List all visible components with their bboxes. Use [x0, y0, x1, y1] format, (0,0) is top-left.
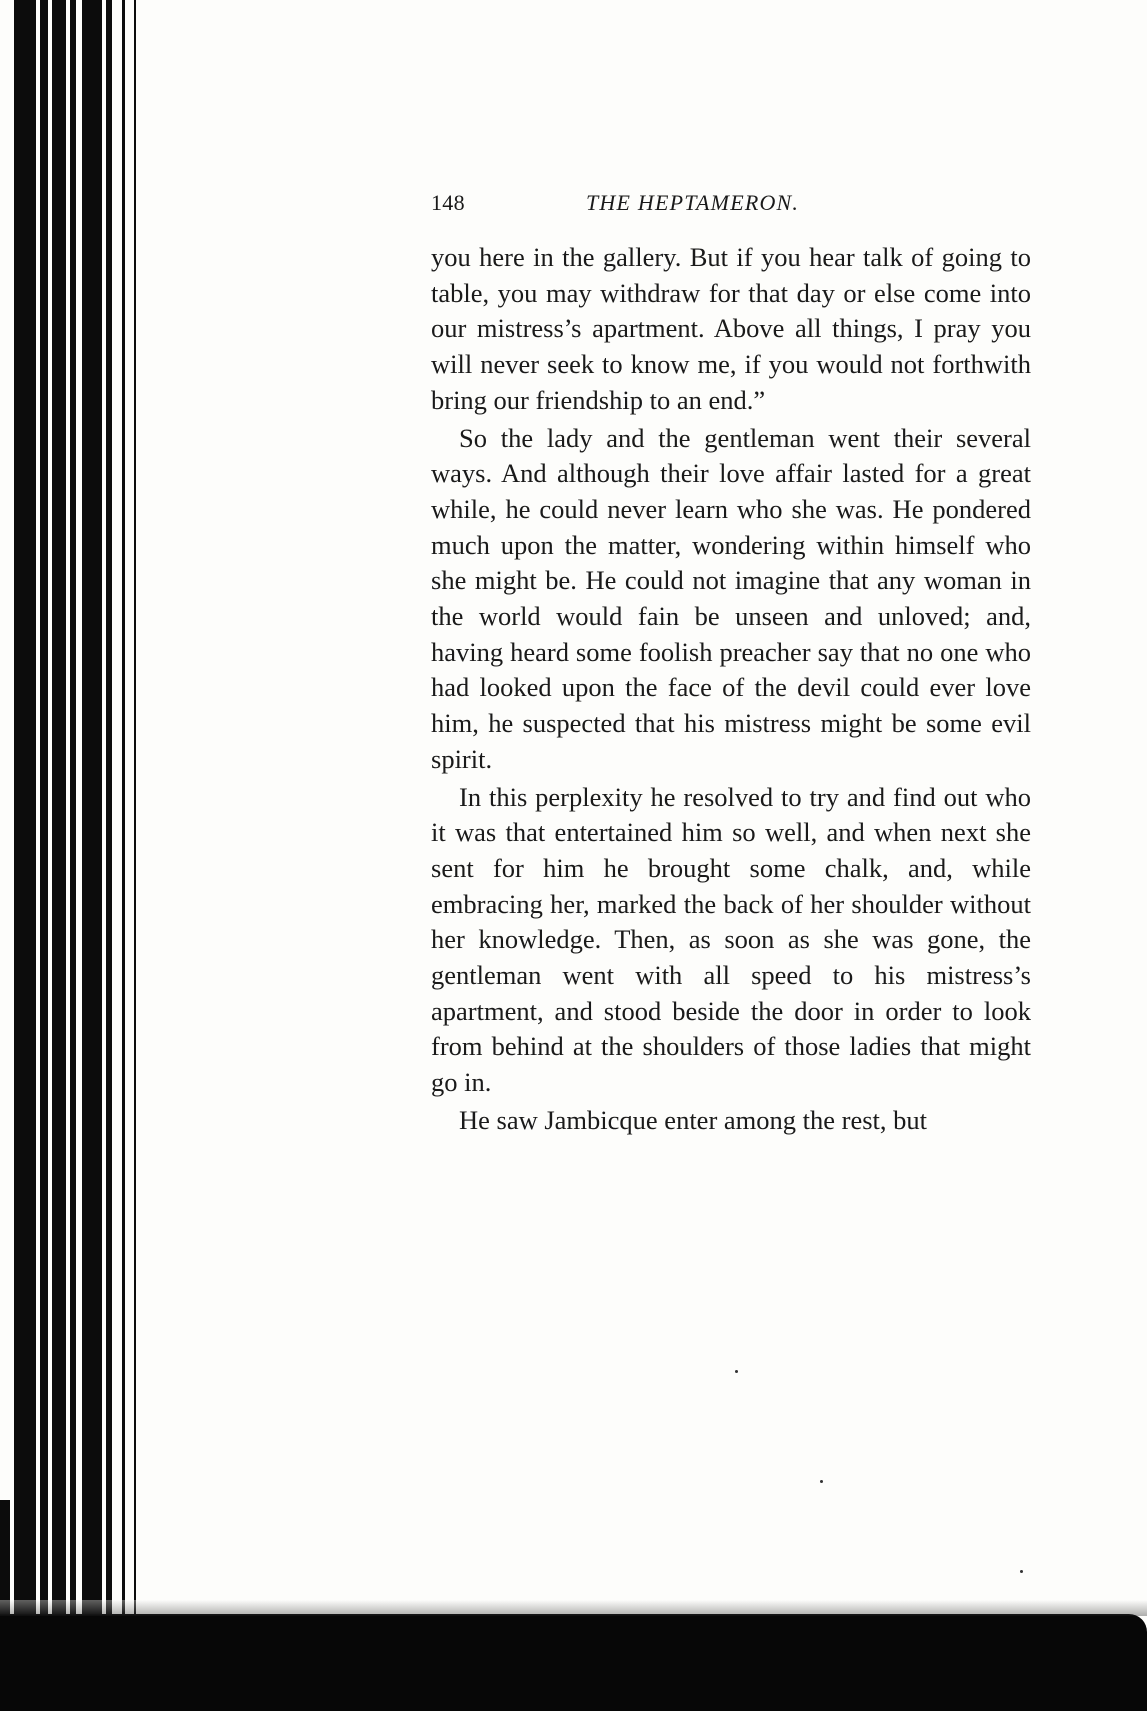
scan-speck	[820, 1480, 823, 1483]
scan-speck	[1020, 1570, 1023, 1573]
paragraph: He saw Jambicque enter among the rest, but	[459, 1104, 928, 1135]
paragraph-continued: you here in the gallery. But if you hear talk of going to table, you may withdraw for that day or else come into our mistress’s apartment. Above all things, I pray you will never seek to know me, if you would not forthwith bring our friendship to an end.”	[431, 242, 1031, 415]
scan-speck	[735, 1370, 738, 1373]
paragraph: In this perplexity he resolved to try and find out who it was that entertained him so well, and when next she sent for him he brought some chalk, and, while embracing her, marked the back of her shoulder without her knowledge. Then, as soon as she was gone, the gentleman went with all speed to his mistress’s apartment, and stood beside the door in order to look from behind at the shoulders of those ladies that might go in.	[431, 781, 1031, 1098]
page-number: 148	[431, 190, 465, 215]
running-title: THE HEPTAMERON.	[586, 190, 800, 215]
scan-bottom-edge	[0, 1614, 1147, 1711]
body-text	[431, 240, 1031, 1139]
running-head	[431, 188, 1031, 224]
paragraph: So the lady and the gentleman went their several ways. And although their love affair lasted for a great while, he could never learn who she was. He pondered much upon the matter, wondering within himself who she might be. He could not imagine that any woman in the world would fain be unseen and unloved; and, having heard some foolish preacher say that no one who had looked upon the face of the devil could ever love him, he suspected that his mistress might be some evil spirit.	[431, 422, 1031, 774]
book-gutter-edge	[0, 0, 150, 1711]
